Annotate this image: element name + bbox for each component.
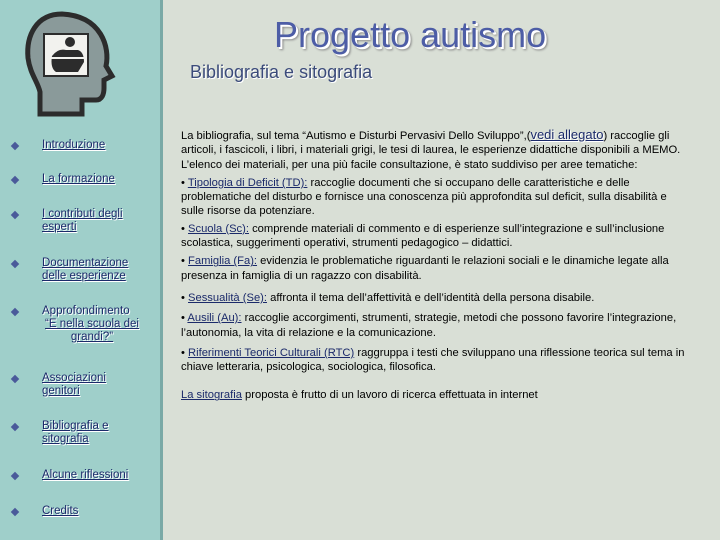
diamond-bullet-icon xyxy=(11,472,19,480)
menu-item-label[interactable]: Documentazione delle esperienze xyxy=(42,257,129,282)
bullet-mark: • xyxy=(181,291,185,304)
bullet-item xyxy=(181,346,689,375)
menu-item-label[interactable]: Approfondimento “E nella scuola dei grandi?” xyxy=(42,305,139,343)
main-content xyxy=(181,128,689,403)
diamond-bullet-icon xyxy=(11,142,19,150)
bullet-item xyxy=(181,254,689,283)
intro-text: La bibliografia, sul tema “Autismo e Disturbi Pervasivi Dello Sviluppo”,( xyxy=(181,130,531,142)
category-link-td[interactable]: Tipologia di Deficit (TD): xyxy=(187,176,308,189)
menu-item-riflessioni[interactable] xyxy=(0,469,160,485)
category-link-au[interactable]: Ausili (Au): xyxy=(187,312,242,325)
menu-item-label[interactable]: I contributi degli esperti xyxy=(42,208,123,233)
category-description: comprende materiali di commento e di esperienze sull’integrazione e sull’inclusione scolastica, suggerimenti operativi, strumenti pedagogico – didattici. xyxy=(181,222,665,250)
category-link-rtc[interactable]: Riferimenti Teorici Culturali (RTC) xyxy=(188,346,355,359)
menu-item-label[interactable]: Bibliografia e sitografia xyxy=(42,420,109,445)
category-description: raccoglie documenti che si occupano delle caratteristiche e delle problematiche del disturbo e fornisce una conoscenza più approfondita sul deficit, sulla disabilità e sulle risorse da potenziare. xyxy=(181,176,667,218)
diamond-bullet-icon xyxy=(11,211,19,219)
diamond-bullet-icon xyxy=(11,375,19,383)
category-description: raccoglie accorgimenti, strumenti, strategie, metodi che possono favorire l’integrazione, l’autonomia, la vita di relazione e la comunicazione. xyxy=(181,312,677,339)
intro-text-areas: L’elenco dei materiali, per una più facile consultazione, è stato suddiviso per aree tematiche: xyxy=(181,158,638,171)
menu-item-label[interactable]: Associazioni genitori xyxy=(42,372,106,397)
diamond-bullet-icon xyxy=(11,508,19,516)
category-link-sc[interactable]: Scuola (Sc): xyxy=(188,222,249,235)
category-description: affronta il tema dell’affettività e dell’identità della persona disabile. xyxy=(267,291,595,304)
bullet-mark: • xyxy=(181,346,185,359)
menu-item-credits[interactable] xyxy=(0,505,160,521)
menu-item-documentazione[interactable] xyxy=(0,257,160,285)
menu-item-bibliografia[interactable] xyxy=(0,420,160,448)
intro-text-continued: ) raccoglie gli articoli, i fascicoli, i libri, i materiali grigi, le tesi di laurea, le esperienze didattiche disponibili a MEMO. xyxy=(181,130,681,157)
page-title: Progetto autismo xyxy=(274,14,547,55)
menu-item-associazioni[interactable] xyxy=(0,372,160,400)
footer-paragraph xyxy=(181,388,689,402)
bullet-item xyxy=(181,222,689,251)
category-description: evidenzia le problematiche riguardanti le relazioni sociali e le dinamiche legate alla presenza in famiglia di un ragazzo con disabilità. xyxy=(181,255,669,282)
bullet-item xyxy=(181,311,689,340)
sitografia-link[interactable]: La sitografia xyxy=(181,389,242,402)
menu-item-label[interactable]: Credits xyxy=(42,505,79,517)
diamond-bullet-icon xyxy=(11,308,19,316)
menu-item-introduzione[interactable] xyxy=(0,139,160,155)
sidebar xyxy=(0,0,163,540)
menu-item-label[interactable]: Introduzione xyxy=(42,139,106,151)
navigation-menu xyxy=(0,0,160,540)
menu-item-formazione[interactable] xyxy=(0,173,160,189)
bullet-item xyxy=(181,176,689,219)
diamond-bullet-icon xyxy=(11,176,19,184)
menu-item-contributi-esperti[interactable] xyxy=(0,208,160,236)
category-link-se[interactable]: Sessualità (Se): xyxy=(188,291,267,304)
category-link-fa[interactable]: Famiglia (Fa): xyxy=(188,255,258,268)
menu-item-approfondimento[interactable] xyxy=(0,305,160,347)
attachment-link[interactable]: vedi allegato xyxy=(530,127,604,142)
diamond-bullet-icon xyxy=(11,260,19,268)
bullet-mark: • xyxy=(181,255,185,268)
bullet-mark: • xyxy=(181,222,185,235)
footer-text: proposta è frutto di un lavoro di ricerca effettuata in internet xyxy=(241,389,538,402)
menu-item-label[interactable]: Alcune riflessioni xyxy=(42,469,129,481)
bullet-mark: • xyxy=(181,176,185,189)
category-description: raggruppa i testi che sviluppano una riflessione teorica sul tema in chiave letteraria, psicologica, sociologica, filosofica. xyxy=(181,346,685,374)
diamond-bullet-icon xyxy=(11,423,19,431)
bullet-item xyxy=(181,291,689,305)
bullet-mark: • xyxy=(181,312,185,325)
intro-paragraph xyxy=(181,128,689,172)
menu-item-label[interactable]: La formazione xyxy=(42,173,115,185)
page-subtitle: Bibliografia e sitografia xyxy=(190,62,373,82)
